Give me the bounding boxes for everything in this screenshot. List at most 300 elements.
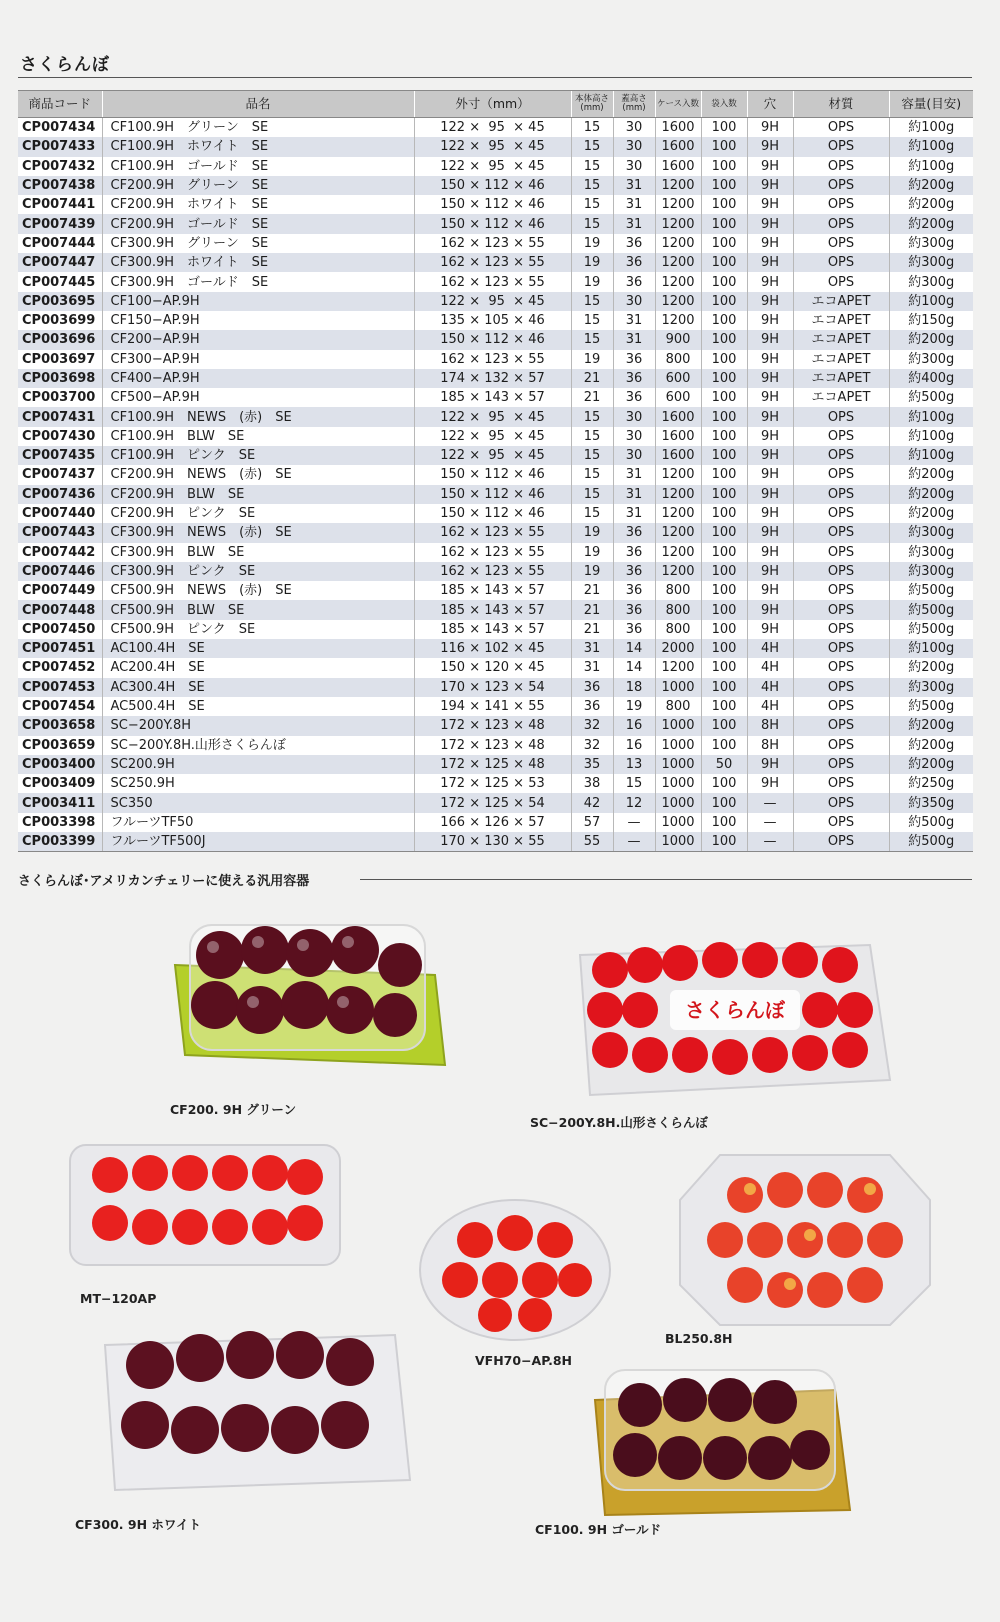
cell-material: OPS (793, 485, 889, 504)
cell-code: CP007447 (22, 255, 96, 271)
cell-capacity: 約200g (889, 485, 973, 504)
cell-name: CF200.9H ゴールド SE (102, 214, 414, 233)
cell-bag-qty: 100 (701, 118, 747, 138)
table-row (18, 543, 973, 562)
cell-material: OPS (793, 813, 889, 832)
cell-material: OPS (793, 118, 889, 138)
cell-capacity: 約200g (889, 330, 973, 349)
cell-capacity: 約350g (889, 793, 973, 812)
cell-holes: 9H (747, 504, 793, 523)
cell-case-qty: 1000 (655, 813, 701, 832)
table-row (18, 253, 973, 272)
cell-capacity: 約200g (889, 755, 973, 774)
cell-case-qty: 1600 (655, 427, 701, 446)
cell-body-height: 15 (571, 446, 613, 465)
cell-body-height: 21 (571, 388, 613, 407)
cell-holes: 9H (747, 195, 793, 214)
cell-dimensions: 162 × 123 × 55 (414, 562, 571, 581)
cell-holes: 9H (747, 485, 793, 504)
cell-case-qty: 1000 (655, 678, 701, 697)
cell-material: OPS (793, 600, 889, 619)
cell-bag-qty: 100 (701, 388, 747, 407)
cell-case-qty: 900 (655, 330, 701, 349)
cell-bag-qty: 100 (701, 176, 747, 195)
cell-material: OPS (793, 755, 889, 774)
cell-name: CF100.9H グリーン SE (102, 118, 414, 138)
cell-bag-qty: 100 (701, 678, 747, 697)
cell-body-height: 31 (571, 658, 613, 677)
cell-dimensions: 172 × 125 × 53 (414, 774, 571, 793)
cell-code: CP007451 (22, 641, 96, 657)
cell-holes: 9H (747, 465, 793, 484)
cell-bag-qty: 100 (701, 137, 747, 156)
product-image-cf100-gold (585, 1360, 855, 1520)
cell-capacity: 約200g (889, 176, 973, 195)
cell-case-qty: 800 (655, 697, 701, 716)
cell-bag-qty: 100 (701, 465, 747, 484)
cell-case-qty: 1000 (655, 755, 701, 774)
cell-body-height: 15 (571, 214, 613, 233)
cell-holes: 9H (747, 272, 793, 291)
table-row (18, 562, 973, 581)
cell-lid-height: 30 (613, 407, 655, 426)
cell-name: CF300.9H ピンク SE (102, 562, 414, 581)
cell-dimensions: 194 × 141 × 55 (414, 697, 571, 716)
cell-name: CF300.9H ゴールド SE (102, 272, 414, 291)
cell-capacity: 約150g (889, 311, 973, 330)
cell-capacity: 約500g (889, 581, 973, 600)
cell-body-height: 35 (571, 755, 613, 774)
cell-case-qty: 1600 (655, 137, 701, 156)
cell-capacity: 約500g (889, 620, 973, 639)
cell-lid-height: 30 (613, 137, 655, 156)
cell-holes: 9H (747, 369, 793, 388)
cell-capacity: 約100g (889, 118, 973, 138)
spec-table-body (18, 118, 973, 852)
cell-body-height: 15 (571, 330, 613, 349)
cell-holes: 9H (747, 562, 793, 581)
cell-bag-qty: 100 (701, 697, 747, 716)
cell-capacity: 約100g (889, 427, 973, 446)
cell-body-height: 21 (571, 369, 613, 388)
cell-holes: 9H (747, 176, 793, 195)
cell-lid-height: 19 (613, 697, 655, 716)
cell-material: エコAPET (793, 292, 889, 311)
cell-capacity: 約100g (889, 157, 973, 176)
cell-lid-height: 30 (613, 157, 655, 176)
table-row (18, 311, 973, 330)
cell-body-height: 38 (571, 774, 613, 793)
cell-material: OPS (793, 658, 889, 677)
table-row (18, 427, 973, 446)
product-image-sc200y (560, 915, 900, 1115)
cell-lid-height: 31 (613, 485, 655, 504)
cell-body-height: 15 (571, 118, 613, 138)
cell-material: OPS (793, 253, 889, 272)
cell-body-height: 31 (571, 639, 613, 658)
table-row (18, 639, 973, 658)
cell-dimensions: 122 × 95 × 45 (414, 292, 571, 311)
cell-holes: 9H (747, 311, 793, 330)
cell-body-height: 15 (571, 485, 613, 504)
table-row (18, 736, 973, 755)
cell-lid-height: 31 (613, 504, 655, 523)
cell-case-qty: 1200 (655, 195, 701, 214)
table-row (18, 195, 973, 214)
cell-dimensions: 162 × 123 × 55 (414, 350, 571, 369)
cell-name: AC300.4H SE (102, 678, 414, 697)
cell-name: CF200.9H ピンク SE (102, 504, 414, 523)
cell-lid-height: 18 (613, 678, 655, 697)
cell-material: OPS (793, 214, 889, 233)
cell-lid-height: 31 (613, 330, 655, 349)
cell-code: CP007453 (22, 679, 96, 695)
table-row (18, 234, 973, 253)
cell-body-height: 19 (571, 523, 613, 542)
cell-holes: 9H (747, 253, 793, 272)
cell-case-qty: 600 (655, 369, 701, 388)
cell-case-qty: 600 (655, 388, 701, 407)
cell-name: CF500−AP.9H (102, 388, 414, 407)
caption-cf300-white: CF300. 9H ホワイト (75, 1517, 202, 1532)
cell-holes: 4H (747, 639, 793, 658)
cell-body-height: 57 (571, 813, 613, 832)
table-row (18, 813, 973, 832)
cell-lid-height: 36 (613, 388, 655, 407)
cell-capacity: 約200g (889, 504, 973, 523)
cell-case-qty: 1200 (655, 272, 701, 291)
cell-name: CF300.9H グリーン SE (102, 234, 414, 253)
cell-holes: 9H (747, 446, 793, 465)
cell-body-height: 19 (571, 253, 613, 272)
cell-dimensions: 162 × 123 × 55 (414, 234, 571, 253)
cell-holes: 9H (747, 755, 793, 774)
cell-code: CP007434 (22, 120, 96, 136)
cell-dimensions: 162 × 123 × 55 (414, 543, 571, 562)
product-image-mt120ap (65, 1135, 345, 1275)
cell-dimensions: 150 × 112 × 46 (414, 465, 571, 484)
cell-bag-qty: 100 (701, 504, 747, 523)
cell-body-height: 21 (571, 600, 613, 619)
cell-bag-qty: 100 (701, 793, 747, 812)
cell-bag-qty: 100 (701, 214, 747, 233)
cell-bag-qty: 100 (701, 639, 747, 658)
cell-code: CP003695 (22, 293, 96, 309)
spec-table (18, 90, 973, 852)
cell-body-height: 15 (571, 292, 613, 311)
cell-bag-qty: 50 (701, 755, 747, 774)
cell-material: OPS (793, 697, 889, 716)
cell-body-height: 32 (571, 716, 613, 735)
cell-name: CF200.9H グリーン SE (102, 176, 414, 195)
cell-lid-height: 36 (613, 523, 655, 542)
cell-name: SC350 (102, 793, 414, 812)
cell-case-qty: 800 (655, 620, 701, 639)
cell-name: CF500.9H NEWS (赤) SE (102, 581, 414, 600)
cell-holes: 9H (747, 118, 793, 138)
cell-case-qty: 1200 (655, 176, 701, 195)
cell-holes: 9H (747, 137, 793, 156)
cell-name: CF200.9H NEWS (赤) SE (102, 465, 414, 484)
cell-code: CP003411 (22, 795, 96, 811)
cell-case-qty: 1200 (655, 523, 701, 542)
gallery-divider (360, 879, 972, 880)
cell-bag-qty: 100 (701, 600, 747, 619)
package-label-text: さくらんぼ (685, 998, 785, 1022)
cell-dimensions: 135 × 105 × 46 (414, 311, 571, 330)
cell-body-height: 36 (571, 678, 613, 697)
cell-dimensions: 162 × 123 × 55 (414, 272, 571, 291)
cell-capacity: 約100g (889, 639, 973, 658)
cell-holes: 9H (747, 330, 793, 349)
cell-lid-height: 36 (613, 369, 655, 388)
caption-vfh70: VFH70−AP.8H (475, 1353, 572, 1368)
cell-lid-height: 36 (613, 600, 655, 619)
table-row (18, 600, 973, 619)
cell-capacity: 約500g (889, 832, 973, 852)
cell-material: OPS (793, 195, 889, 214)
cell-holes: 9H (747, 600, 793, 619)
cell-case-qty: 1000 (655, 716, 701, 735)
cell-holes: 4H (747, 678, 793, 697)
cell-dimensions: 185 × 143 × 57 (414, 581, 571, 600)
product-image-bl250 (670, 1145, 940, 1335)
cell-code: CP007448 (22, 602, 96, 618)
cell-holes: 8H (747, 716, 793, 735)
cell-name: CF400−AP.9H (102, 369, 414, 388)
cell-code: CP003658 (22, 718, 96, 734)
cell-code: CP003696 (22, 332, 96, 348)
table-row (18, 350, 973, 369)
col-header-name: 品名 (102, 91, 414, 118)
cell-name: CF100.9H ゴールド SE (102, 157, 414, 176)
cell-material: エコAPET (793, 330, 889, 349)
cell-code: CP007442 (22, 544, 96, 560)
cell-holes: 9H (747, 388, 793, 407)
cell-material: OPS (793, 832, 889, 852)
cell-lid-height: 36 (613, 272, 655, 291)
cell-bag-qty: 100 (701, 485, 747, 504)
cell-case-qty: 1200 (655, 292, 701, 311)
cell-case-qty: 1200 (655, 234, 701, 253)
cell-name: フルーツTF500J (102, 832, 414, 852)
cell-bag-qty: 100 (701, 350, 747, 369)
cell-dimensions: 170 × 130 × 55 (414, 832, 571, 852)
cell-material: OPS (793, 639, 889, 658)
cell-code: CP003659 (22, 737, 96, 753)
table-row (18, 774, 973, 793)
col-header-body-height: 本体高さ(mm) (571, 91, 613, 118)
cell-lid-height: 31 (613, 311, 655, 330)
cell-lid-height: 14 (613, 658, 655, 677)
table-row (18, 369, 973, 388)
cell-dimensions: 150 × 112 × 46 (414, 176, 571, 195)
cell-code: CP007445 (22, 274, 96, 290)
cell-name: SC200.9H (102, 755, 414, 774)
cell-capacity: 約200g (889, 658, 973, 677)
cell-bag-qty: 100 (701, 832, 747, 852)
cell-dimensions: 122 × 95 × 45 (414, 118, 571, 138)
cell-dimensions: 172 × 123 × 48 (414, 736, 571, 755)
cell-case-qty: 800 (655, 350, 701, 369)
cell-case-qty: 1600 (655, 407, 701, 426)
cell-holes: 9H (747, 350, 793, 369)
cell-case-qty: 800 (655, 600, 701, 619)
cell-name: CF200.9H BLW SE (102, 485, 414, 504)
cell-name: CF500.9H BLW SE (102, 600, 414, 619)
cell-name: AC100.4H SE (102, 639, 414, 658)
cell-body-height: 32 (571, 736, 613, 755)
cell-case-qty: 2000 (655, 639, 701, 658)
cell-material: OPS (793, 407, 889, 426)
cell-body-height: 15 (571, 504, 613, 523)
cell-material: OPS (793, 678, 889, 697)
cell-code: CP007446 (22, 563, 96, 579)
cell-dimensions: 122 × 95 × 45 (414, 157, 571, 176)
cell-holes: 9H (747, 234, 793, 253)
cell-holes: — (747, 793, 793, 812)
cell-material: OPS (793, 620, 889, 639)
cell-name: CF300−AP.9H (102, 350, 414, 369)
table-row (18, 176, 973, 195)
cell-holes: 9H (747, 407, 793, 426)
cell-material: OPS (793, 736, 889, 755)
cell-case-qty: 1000 (655, 774, 701, 793)
cell-case-qty: 1000 (655, 736, 701, 755)
cell-bag-qty: 100 (701, 620, 747, 639)
cell-code: CP007431 (22, 409, 96, 425)
table-row (18, 137, 973, 156)
cell-dimensions: 162 × 123 × 55 (414, 253, 571, 272)
caption-sc200y: SC−200Y.8H.山形さくらんぼ (530, 1115, 708, 1130)
table-row (18, 658, 973, 677)
table-row (18, 504, 973, 523)
cell-dimensions: 116 × 102 × 45 (414, 639, 571, 658)
cell-holes: 9H (747, 620, 793, 639)
cell-bag-qty: 100 (701, 292, 747, 311)
cell-name: CF150−AP.9H (102, 311, 414, 330)
caption-bl250: BL250.8H (665, 1331, 733, 1346)
cell-code: CP007437 (22, 467, 96, 483)
cell-material: OPS (793, 427, 889, 446)
cell-case-qty: 1200 (655, 504, 701, 523)
cell-material: OPS (793, 272, 889, 291)
cell-body-height: 42 (571, 793, 613, 812)
cell-bag-qty: 100 (701, 813, 747, 832)
cell-code: CP007454 (22, 699, 96, 715)
cell-lid-height: 14 (613, 639, 655, 658)
product-image-vfh70 (415, 1185, 615, 1345)
cell-name: AC500.4H SE (102, 697, 414, 716)
cell-body-height: 15 (571, 407, 613, 426)
cell-name: CF100.9H ピンク SE (102, 446, 414, 465)
cell-capacity: 約100g (889, 292, 973, 311)
table-row (18, 755, 973, 774)
cell-holes: 9H (747, 427, 793, 446)
cell-body-height: 36 (571, 697, 613, 716)
cell-bag-qty: 100 (701, 562, 747, 581)
cell-body-height: 19 (571, 562, 613, 581)
cell-code: CP003698 (22, 371, 96, 386)
cell-capacity: 約200g (889, 736, 973, 755)
cell-code: CP007452 (22, 660, 96, 676)
cell-body-height: 15 (571, 176, 613, 195)
cell-holes: 9H (747, 157, 793, 176)
cell-bag-qty: 100 (701, 523, 747, 542)
cell-lid-height: 36 (613, 234, 655, 253)
table-row (18, 330, 973, 349)
table-row (18, 446, 973, 465)
cell-bag-qty: 100 (701, 716, 747, 735)
cell-code: CP007438 (22, 178, 96, 194)
cell-lid-height: 31 (613, 195, 655, 214)
col-header-lid-height: 蓋高さ(mm) (613, 91, 655, 118)
cell-capacity: 約500g (889, 388, 973, 407)
cell-code: CP003699 (22, 313, 96, 329)
cell-capacity: 約400g (889, 369, 973, 388)
cell-holes: — (747, 832, 793, 852)
cell-body-height: 15 (571, 137, 613, 156)
table-row (18, 793, 973, 812)
table-row (18, 523, 973, 542)
cell-material: OPS (793, 716, 889, 735)
cell-dimensions: 174 × 132 × 57 (414, 369, 571, 388)
cell-bag-qty: 100 (701, 658, 747, 677)
cell-bag-qty: 100 (701, 543, 747, 562)
cell-lid-height: 16 (613, 716, 655, 735)
cell-lid-height: 30 (613, 446, 655, 465)
cell-code: CP007444 (22, 235, 96, 251)
cell-case-qty: 800 (655, 581, 701, 600)
cell-case-qty: 1600 (655, 118, 701, 138)
cell-lid-height: 12 (613, 793, 655, 812)
cell-code: CP007439 (22, 216, 96, 232)
cell-case-qty: 1600 (655, 446, 701, 465)
table-row (18, 292, 973, 311)
cell-lid-height: 36 (613, 350, 655, 369)
cell-name: CF200−AP.9H (102, 330, 414, 349)
cell-case-qty: 1000 (655, 793, 701, 812)
product-image-cf200-green (165, 905, 455, 1085)
cell-body-height: 15 (571, 427, 613, 446)
cell-body-height: 21 (571, 620, 613, 639)
table-row (18, 832, 973, 852)
cell-case-qty: 1200 (655, 562, 701, 581)
cell-name: SC−200Y.8H.山形さくらんぼ (102, 736, 414, 755)
cell-name: SC−200Y.8H (102, 716, 414, 735)
cell-holes: 4H (747, 697, 793, 716)
cell-holes: 9H (747, 523, 793, 542)
cell-material: OPS (793, 446, 889, 465)
cell-holes: 9H (747, 292, 793, 311)
cell-lid-height: — (613, 813, 655, 832)
cell-body-height: 21 (571, 581, 613, 600)
cell-dimensions: 185 × 143 × 57 (414, 600, 571, 619)
cell-code: CP003398 (22, 814, 96, 830)
cell-code: CP003697 (22, 351, 96, 367)
product-image-cf300-white (95, 1310, 415, 1500)
cell-material: OPS (793, 157, 889, 176)
cell-dimensions: 150 × 112 × 46 (414, 504, 571, 523)
cell-capacity: 約300g (889, 523, 973, 542)
cell-name: CF300.9H NEWS (赤) SE (102, 523, 414, 542)
table-row (18, 678, 973, 697)
cell-case-qty: 1200 (655, 465, 701, 484)
cell-dimensions: 150 × 120 × 45 (414, 658, 571, 677)
cell-body-height: 15 (571, 465, 613, 484)
cell-capacity: 約500g (889, 813, 973, 832)
gallery-title: さくらんぼ･アメリカンチェリーに使える汎用容器 (18, 874, 310, 889)
